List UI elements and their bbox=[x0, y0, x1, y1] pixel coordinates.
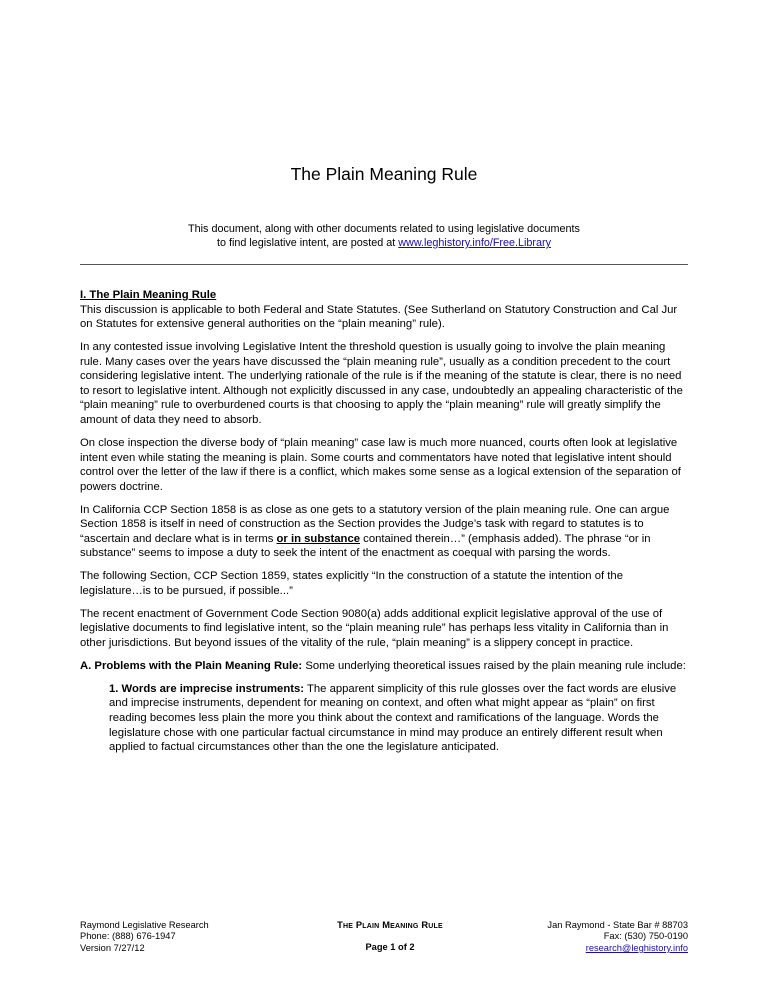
subsection-a bbox=[80, 659, 688, 674]
subsection-a-text: Some underlying theoretical issues raised by the plain meaning rule include: bbox=[302, 659, 686, 672]
intro-line-2 bbox=[0, 236, 768, 250]
paragraph-4-after: contained therein…” (emphasis added). The phrase “or in substance” seems to impose a duty to seek the intent of the enactment as coequal with parsing the words. bbox=[80, 532, 651, 560]
list-item-1-label: 1. Words are imprecise instruments: bbox=[109, 682, 305, 695]
document-body bbox=[80, 288, 688, 755]
footer-page-number: Page 1 of 2 bbox=[365, 942, 415, 953]
paragraph-1: This discussion is applicable to both Federal and State Statutes. (See Sutherland on Statutory Construction and Cal Jur on Statutes for extensive general authorities on the “plain meaning” rule). bbox=[80, 303, 678, 331]
page-footer bbox=[80, 920, 688, 960]
list-item-1-text: The apparent simplicity of this rule glosses over the fact words are elusive and imprecise instruments, dependent for meaning on context, and often what might appear as “plain” on first reading becomes less plain the more you think about the context and ramifications of the language. Words the legislature chose with one particular factual circumstance in mind may produce an entirely different result when applied to factual circumstances other than the one the legislature anticipated. bbox=[109, 682, 677, 754]
footer-version: Version 7/27/12 bbox=[80, 942, 145, 953]
subsection-a-label: A. Problems with the Plain Meaning Rule: bbox=[80, 659, 303, 672]
footer-left bbox=[80, 920, 209, 954]
library-link[interactable]: www.leghistory.info/Free.Library bbox=[398, 237, 552, 249]
footer-org: Raymond Legislative Research bbox=[80, 920, 209, 930]
document-title: The Plain Meaning Rule bbox=[290, 164, 478, 184]
paragraph-4 bbox=[80, 503, 688, 561]
footer-author: Jan Raymond - State Bar # 88703 bbox=[547, 920, 688, 930]
paragraph-6: The recent enactment of Government Code Section 9080(a) adds additional explicit legislative approval of the use of legislative documents to find legislative intent, so the “plain meaning rule” has perhaps less vitality in California than in other jurisdictions. But beyond issues of the vitality of the rule, “plain meaning” is a slippery concept in practice. bbox=[80, 607, 669, 649]
footer-email-link[interactable]: research@leghistory.info bbox=[585, 942, 688, 953]
intro-line-2-prefix: to find legislative intent, are posted at bbox=[216, 237, 399, 249]
footer-phone: Phone: (888) 676-1947 bbox=[80, 931, 176, 942]
paragraph-5: The following Section, CCP Section 1859, states explicitly “In the construction of a statute the intention of the legislature…is to be pursued, if possible...” bbox=[80, 570, 623, 597]
footer-right bbox=[547, 920, 688, 954]
paragraph-3: On close inspection the diverse body of “plain meaning” case law is much more nuanced, courts often look at legislative intent even while stating the meaning is plain. Some courts and commentators have noted that legislative intent should control over the letter of the law if there is a conflict, which makes some sense as a logical extension of the separation of powers doctrine. bbox=[80, 436, 681, 493]
intro-line-1: This document, along with other documents related to using legislative documents bbox=[188, 223, 580, 235]
horizontal-divider bbox=[80, 264, 688, 265]
footer-center bbox=[310, 920, 470, 954]
footer-running-title: The Plain Meaning Rule bbox=[337, 920, 443, 930]
intro-note bbox=[0, 222, 768, 250]
footer-fax: Fax: (530) 750-0190 bbox=[603, 931, 688, 942]
emphasis-text: or in substance bbox=[276, 532, 361, 545]
paragraph-4-before: In California CCP Section 1858 is as close as one gets to a statutory version of the plain meaning rule. One can argue Section 1858 is itself in need of construction as the Section provides the Judge’s task with regard to statutes is to “ascertain and declare what is in terms bbox=[80, 503, 670, 545]
paragraph-2: In any contested issue involving Legislative Intent the threshold question is usually going to involve the plain meaning rule. Many cases over the years have discussed the “plain meaning rule”, usually as a condition precedent to the court considering legislative intent. The underlying rationale of the rule is if the meaning of the statute is clear, there is no need to resort to legislative intent. Although not explicitly discussed in any case, undoubtedly an appealing characteristic of the “plain meaning” rule to overburdened courts is that choosing to apply the “plain meaning” rule will greatly simplify the amount of data they need to absorb. bbox=[80, 341, 683, 427]
section-heading: I. The Plain Meaning Rule bbox=[80, 289, 217, 301]
list-item-1 bbox=[80, 682, 688, 755]
